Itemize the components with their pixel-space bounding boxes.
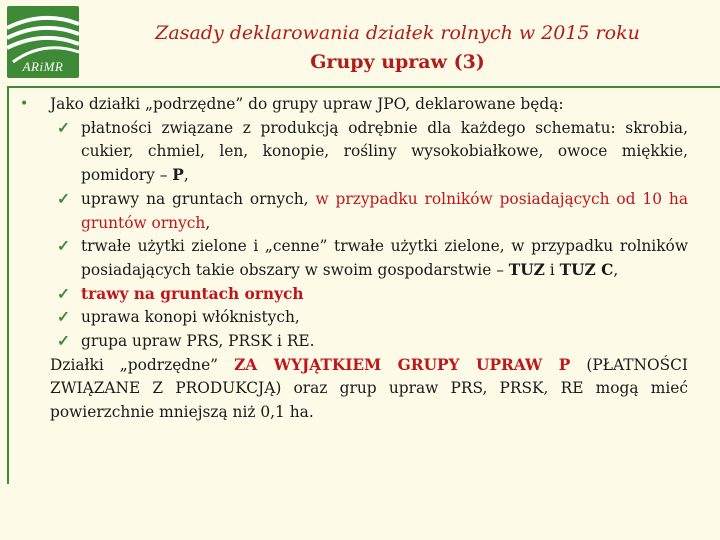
closing-emphasis-red: ZA WYJĄTKIEM GRUPY UPRAW P bbox=[234, 355, 571, 374]
item-text-mid: i bbox=[544, 260, 560, 279]
main-bullet bbox=[20, 93, 688, 117]
list-item bbox=[20, 330, 688, 354]
item-text: grupa upraw PRS, PRSK i RE. bbox=[81, 332, 315, 351]
check-icon: ✓ bbox=[57, 284, 70, 303]
header-divider bbox=[7, 86, 720, 88]
closing-text-end: (PŁATNOŚCI ZWIĄZANE Z PRODUKCJĄ) oraz grup upraw PRS, PRSK, RE mogą mieć powierzchnie mniejszą niż 0,1 ha. bbox=[50, 355, 688, 422]
page-subtitle: Grupy upraw (3) bbox=[310, 51, 485, 73]
item-text-end: , bbox=[183, 166, 189, 185]
arimr-logo bbox=[7, 6, 79, 78]
check-icon: ✓ bbox=[57, 189, 70, 208]
logo-text: ARiMR bbox=[22, 59, 64, 74]
check-icon: ✓ bbox=[57, 237, 70, 256]
list-item bbox=[20, 235, 688, 282]
page-title: Zasady deklarowania działek rolnych w 2015 roku bbox=[155, 22, 640, 44]
check-icon: ✓ bbox=[57, 118, 70, 137]
item-emphasis-red: w przypadku rolników posiadających od 10 ha gruntów ornych bbox=[81, 189, 689, 232]
list-item bbox=[20, 117, 688, 188]
bullet-intro-text: Jako działki „podrzędne” do grupy upraw JPO, deklarowane będą: bbox=[50, 95, 564, 113]
closing-paragraph bbox=[20, 354, 688, 425]
item-text-end: , bbox=[205, 213, 211, 232]
item-emphasis: TUZ C bbox=[559, 260, 614, 279]
list-item bbox=[20, 306, 688, 330]
item-text: trwałe użytki zielone i „cenne” trwałe użytki zielone, w przypadku rolników posiadających takie obszary w swoim gospodarstwie – bbox=[81, 237, 688, 279]
item-emphasis-red: trawy na gruntach ornych bbox=[81, 284, 304, 303]
left-border-line bbox=[7, 86, 9, 484]
item-emphasis: P bbox=[172, 166, 184, 185]
item-text-end: , bbox=[613, 260, 619, 279]
item-emphasis: TUZ bbox=[508, 260, 545, 279]
check-icon: ✓ bbox=[57, 308, 70, 327]
slide-content bbox=[20, 93, 688, 425]
item-text: uprawy na gruntach ornych, bbox=[81, 189, 316, 208]
list-item bbox=[20, 188, 688, 235]
list-item bbox=[20, 283, 688, 307]
item-text: płatności związane z produkcją odrębnie dla każdego schematu: skrobia, cukier, chmiel, len, konopie, rośliny wysokobiałkowe, owoce miękkie, pomidory – bbox=[81, 118, 688, 185]
check-icon: ✓ bbox=[57, 332, 70, 351]
closing-text: Działki „podrzędne” bbox=[50, 355, 235, 374]
item-text: uprawa konopi włóknistych, bbox=[81, 308, 300, 327]
bullet-dot-icon: • bbox=[20, 96, 29, 112]
